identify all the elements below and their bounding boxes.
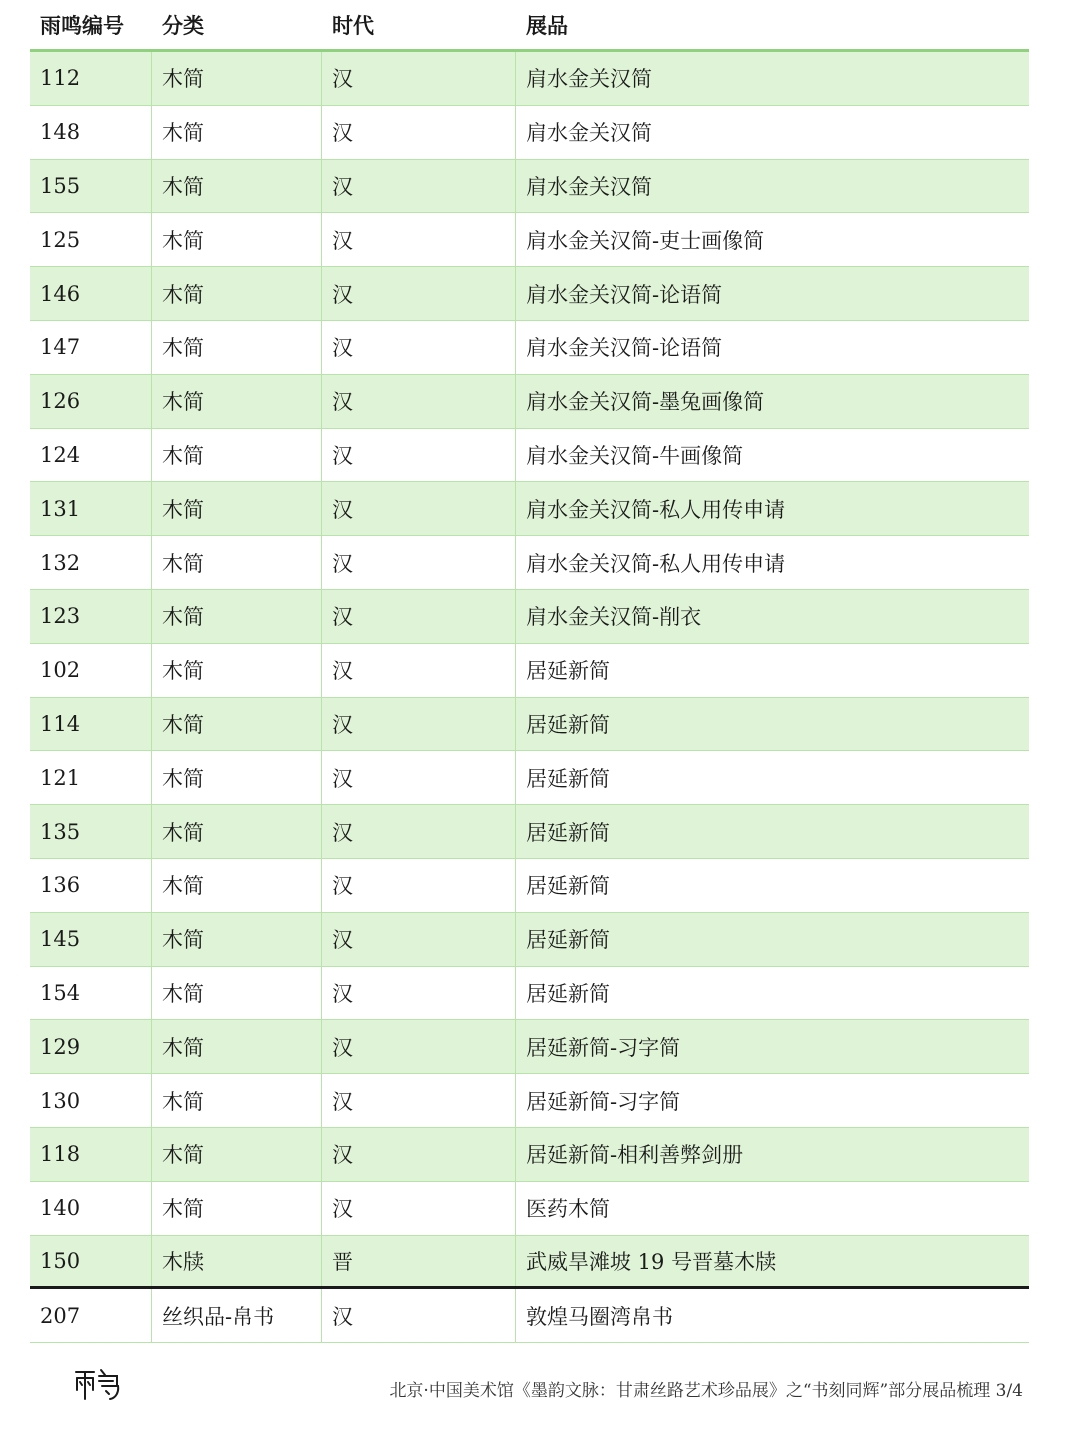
cell-item: 敦煌马圈湾帛书 [526, 1304, 673, 1329]
yuming-logo-icon [72, 1366, 124, 1402]
cell-category: 木简 [152, 106, 322, 159]
table-row [30, 267, 1029, 321]
table-row [30, 536, 1029, 590]
page-caption: 北京·中国美术馆《墨韵文脉：甘肃丝路艺术珍品展》之“书刻同辉”部分展品梳理 3/4 [389, 1381, 1023, 1401]
cell-id: 112 [30, 52, 152, 105]
cell-item: 肩水金关汉简-论语简 [526, 336, 723, 361]
cell-era: 汉 [322, 375, 516, 428]
cell-category: 木简 [152, 1074, 322, 1127]
cell-id: 155 [30, 160, 152, 213]
cell-id: 135 [30, 805, 152, 858]
table-row [30, 590, 1029, 644]
table-row [30, 106, 1029, 160]
cell-era: 汉 [322, 321, 516, 374]
table-row [30, 913, 1029, 967]
cell-era: 汉 [322, 536, 516, 589]
cell-category: 木简 [152, 644, 322, 697]
cell-category: 木简 [152, 859, 322, 912]
cell-era: 汉 [322, 751, 516, 804]
header-category: 分类 [162, 12, 204, 38]
cell-category: 木简 [152, 321, 322, 374]
cell-id: 150 [30, 1236, 152, 1287]
cell-id: 114 [30, 698, 152, 751]
cell-item: 武威旱滩坡 19 号晋墓木牍 [526, 1249, 777, 1274]
cell-item: 居延新简 [526, 712, 610, 737]
cell-item: 居延新简-习字简 [526, 1089, 681, 1114]
cell-id: 132 [30, 536, 152, 589]
cell-item: 医药木简 [526, 1197, 610, 1222]
cell-item: 居延新简-习字简 [526, 1035, 681, 1060]
cell-category: 木简 [152, 536, 322, 589]
cell-era: 汉 [322, 267, 516, 320]
cell-era: 汉 [322, 590, 516, 643]
cell-id: 136 [30, 859, 152, 912]
cell-id: 207 [30, 1289, 152, 1342]
cell-category: 木简 [152, 213, 322, 266]
table-row [30, 751, 1029, 805]
cell-era: 汉 [322, 698, 516, 751]
cell-category: 木牍 [152, 1236, 322, 1287]
cell-era: 汉 [322, 913, 516, 966]
cell-era: 汉 [322, 1182, 516, 1235]
cell-era: 汉 [322, 1074, 516, 1127]
cell-id: 129 [30, 1020, 152, 1073]
table-row [30, 482, 1029, 536]
cell-item: 居延新简 [526, 766, 610, 791]
footer [0, 1360, 1080, 1410]
table-row [30, 375, 1029, 429]
header-id: 雨鸣编号 [40, 12, 124, 38]
cell-item: 肩水金关汉简-论语简 [526, 282, 723, 307]
cell-id: 148 [30, 106, 152, 159]
cell-id: 123 [30, 590, 152, 643]
table-row [30, 321, 1029, 375]
cell-item: 居延新简 [526, 874, 610, 899]
cell-item: 肩水金关汉简 [526, 174, 652, 199]
table-row [30, 644, 1029, 698]
cell-era: 汉 [322, 106, 516, 159]
cell-era: 汉 [322, 644, 516, 697]
cell-id: 118 [30, 1128, 152, 1181]
cell-category: 木简 [152, 805, 322, 858]
cell-id: 146 [30, 267, 152, 320]
cell-era: 汉 [322, 1128, 516, 1181]
cell-item: 居延新简 [526, 820, 610, 845]
cell-item: 肩水金关汉简-吏士画像简 [526, 228, 765, 253]
cell-category: 木简 [152, 52, 322, 105]
cell-item: 居延新简 [526, 659, 610, 684]
cell-id: 125 [30, 213, 152, 266]
cell-item: 肩水金关汉简-墨兔画像简 [526, 390, 765, 415]
cell-era: 汉 [322, 429, 516, 482]
header-era: 时代 [332, 12, 374, 38]
cell-item: 肩水金关汉简-私人用传申请 [526, 497, 786, 522]
table-body [30, 52, 1029, 1289]
cell-item: 肩水金关汉简 [526, 67, 652, 92]
cell-category: 木简 [152, 913, 322, 966]
cell-id: 154 [30, 967, 152, 1020]
cell-id: 126 [30, 375, 152, 428]
cell-id: 130 [30, 1074, 152, 1127]
cell-category: 木简 [152, 698, 322, 751]
cell-era: 汉 [322, 967, 516, 1020]
cell-category: 丝织品-帛书 [152, 1289, 322, 1342]
cell-era: 晋 [322, 1236, 516, 1287]
cell-category: 木简 [152, 267, 322, 320]
cell-era: 汉 [322, 160, 516, 213]
cell-era: 汉 [322, 1020, 516, 1073]
cell-era: 汉 [322, 859, 516, 912]
table-row [30, 429, 1029, 483]
cell-category: 木简 [152, 967, 322, 1020]
cell-id: 102 [30, 644, 152, 697]
cell-category: 木简 [152, 1020, 322, 1073]
header-item: 展品 [526, 12, 568, 38]
table-row [30, 1236, 1029, 1290]
table-header [30, 0, 1029, 52]
cell-category: 木简 [152, 482, 322, 535]
table-row-extra [30, 1289, 1029, 1343]
table-row [30, 1128, 1029, 1182]
cell-category: 木简 [152, 751, 322, 804]
cell-id: 140 [30, 1182, 152, 1235]
cell-id: 145 [30, 913, 152, 966]
cell-item: 居延新简 [526, 928, 610, 953]
table-row [30, 213, 1029, 267]
cell-item: 居延新简-相利善弊剑册 [526, 1143, 744, 1168]
cell-category: 木简 [152, 590, 322, 643]
cell-era: 汉 [322, 805, 516, 858]
table-row [30, 1182, 1029, 1236]
cell-item: 肩水金关汉简 [526, 121, 652, 146]
cell-id: 124 [30, 429, 152, 482]
exhibit-table [30, 0, 1029, 1343]
table-row [30, 805, 1029, 859]
cell-id: 131 [30, 482, 152, 535]
table-row [30, 1020, 1029, 1074]
cell-item: 居延新简 [526, 981, 610, 1006]
cell-category: 木简 [152, 1182, 322, 1235]
cell-era: 汉 [322, 52, 516, 105]
cell-category: 木简 [152, 375, 322, 428]
table-row [30, 859, 1029, 913]
table-row [30, 1074, 1029, 1128]
cell-category: 木简 [152, 1128, 322, 1181]
table-row [30, 698, 1029, 752]
cell-item: 肩水金关汉简-私人用传申请 [526, 551, 786, 576]
cell-era: 汉 [322, 1289, 516, 1342]
table-row [30, 967, 1029, 1021]
cell-era: 汉 [322, 213, 516, 266]
table-row [30, 160, 1029, 214]
cell-item: 肩水金关汉简-削衣 [526, 605, 702, 630]
cell-era: 汉 [322, 482, 516, 535]
cell-category: 木简 [152, 429, 322, 482]
cell-id: 121 [30, 751, 152, 804]
table-row [30, 52, 1029, 106]
cell-category: 木简 [152, 160, 322, 213]
cell-id: 147 [30, 321, 152, 374]
cell-item: 肩水金关汉简-牛画像简 [526, 443, 744, 468]
